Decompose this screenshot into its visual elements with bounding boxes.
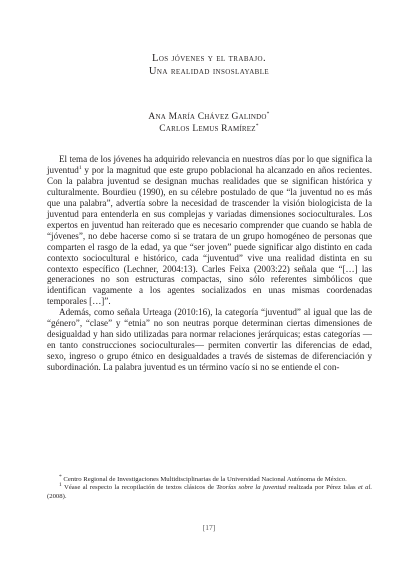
footnotes <box>47 473 373 501</box>
footnote-mark: 1 <box>59 482 62 489</box>
paragraph-2: Además, como señala Urteaga (2010:16), la categoría “juventud” al igual que las de “género”, “clase” y “etnia” no son neutras porque determinan ciertas dimensiones de desigualdad y han sido utilizadas para normar relaciones jerárquicas; estas categorías —en tanto construcciones socioculturales— permiten convertir las diferencias de edad, sexo, ingreso o grupo étnico en desigualdades a través de sistemas de diferenciación y subordinación. La palabra juventud es un término vacío si no se entiende el con- <box>47 307 372 373</box>
footnote-text-b: realizada por Pérez Islas <box>286 484 358 492</box>
chapter-title-line-2: Una realidad insoslayable <box>148 66 270 77</box>
paragraph-1 <box>47 154 372 307</box>
paragraph-1-text-a: El tema de los jóvenes ha adquirido relevancia en nuestros días por lo que significa la juventud <box>47 154 372 175</box>
footnote-text-a: Véase al respecto la recopilación de textos clásicos de <box>61 484 217 492</box>
footnote-ref-1[interactable]: 1 <box>78 164 82 171</box>
page-number: [17] <box>202 523 216 532</box>
author-1 <box>0 111 418 123</box>
author-list <box>0 111 418 135</box>
author-2 <box>0 123 418 135</box>
chapter-title-line-1: Los jóvenes y el trabajo. <box>152 53 266 64</box>
footnote-text: Centro Regional de Investigaciones Multidisciplinarias de la Universidad Nacional Autónoma de México. <box>61 476 347 483</box>
paragraph-1-text-b: y por la magnitud que este grupo poblacional ha alcanzado en años recientes. Con la palabra juventud se designan muchas realidades que se significan histórica y culturalmente. Bourdieu (1990), en su célebre postulado de que “la juventud no es más que una palabra”, advertía sobre la necesidad de trascender la visión biologicista de la juventud para entenderla en sus complejas y variadas dimensiones socioculturales. Los expertos en juventud han reiterado que es necesario comprender que cuando se habla de “jóvenes”, no debe hacerse como si se tratara de un grupo homogéneo de personas que comparten el rasgo de la edad, ya que “ser joven” puede significar algo distinto en cada contexto sociocultural e histórico, cada “juventud” vive una realidad distinta en su contexto específico (Lechner, 2004:13). Carles Feixa (2003:22) señala que “[…] las generaciones no son estructuras compactas, sino sólo referentes simbólicos que identifican vagamente a los agentes socializados en unas mismas coordenadas temporales […]”. <box>47 164 372 307</box>
footnote-mark: * <box>59 473 62 480</box>
author-footnote-mark: * <box>266 110 270 117</box>
chapter-title <box>0 52 418 78</box>
author-name: Carlos Lemus Ramírez <box>159 124 256 134</box>
footnote-text-c: (2008). <box>47 492 67 500</box>
author-name: Ana María Chávez Galindo <box>148 112 267 122</box>
footnote-1 <box>47 484 372 501</box>
author-footnote-mark: * <box>255 122 259 129</box>
body-text <box>47 154 372 373</box>
footnote-book-title: Teorías sobre la juventud <box>216 484 287 492</box>
footnote-et-al: et al. <box>357 484 373 492</box>
